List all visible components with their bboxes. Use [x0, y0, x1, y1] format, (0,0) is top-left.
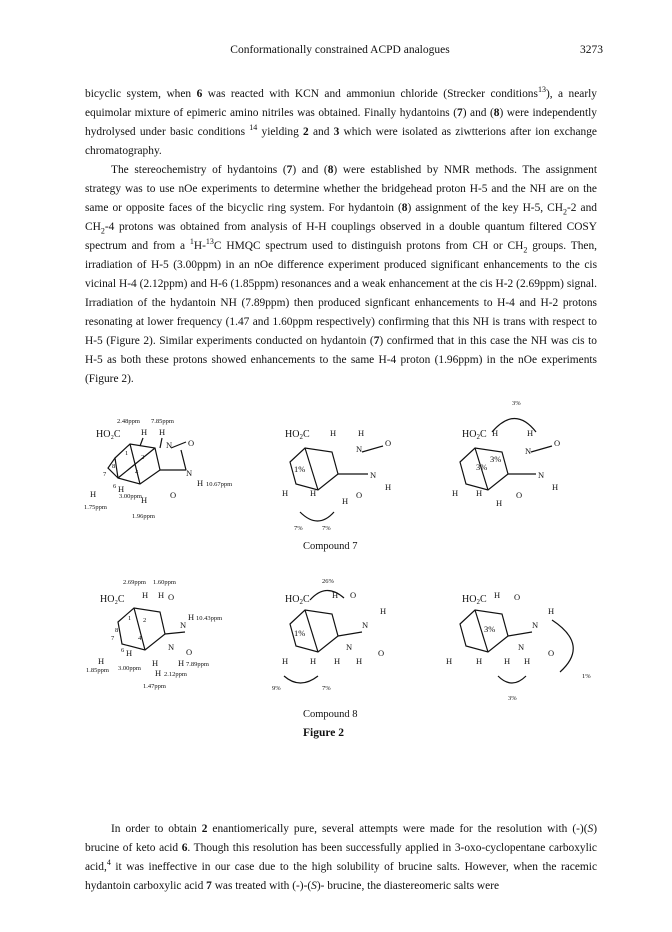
noe-pct: 3%: [484, 624, 496, 634]
svg-text:8: 8: [112, 463, 116, 470]
figure-label: Figure 2: [303, 727, 344, 739]
noe-pct: 1%: [294, 464, 306, 474]
shift-label: 1.60ppm: [153, 579, 176, 586]
shift-label: 3.00ppm: [118, 665, 141, 672]
svg-text:H: H: [476, 488, 483, 498]
noe-pct: 26%: [322, 578, 334, 585]
svg-text:N: N: [532, 620, 539, 630]
svg-text:H: H: [552, 482, 559, 492]
body-text-top: [85, 85, 597, 389]
svg-text:H: H: [178, 658, 185, 668]
svg-text:O: O: [385, 438, 392, 448]
svg-text:O: O: [514, 592, 521, 602]
svg-text:HO2C: $HO_2C$: [285, 429, 310, 441]
noe-pct: 3%: [508, 695, 517, 702]
shift-label: 1.75ppm: [84, 504, 107, 511]
paragraph-strecker: bicyclic system, when 6 was reacted with KCN and ammoniun chloride (Strecker conditions$^{13}$), a nearly equimolar mixture of epimeric amino nitriles was obtained. Finally hydantoins (7) and (8) were independently hydrolysed under basic conditions $^{14}$ yielding 2 and 3 which were isolated as ziwtterions after ion exchange chromatography.: [85, 85, 597, 157]
shift-label: 2.69ppm: [123, 579, 146, 586]
compound-7-structure-assigned: [84, 418, 232, 520]
svg-text:HO2C: $HO_2C$: [462, 429, 487, 441]
svg-text:H: H: [524, 656, 531, 666]
svg-text:N: N: [346, 642, 353, 652]
svg-text:N: N: [518, 642, 525, 652]
svg-text:H: H: [494, 590, 501, 600]
svg-text:O: O: [548, 648, 555, 658]
figure-2: [0, 380, 672, 810]
svg-text:H: H: [492, 428, 499, 438]
svg-text:H: H: [385, 482, 392, 492]
compound-8-noe-structure-b: [446, 590, 591, 702]
compound-8-noe-structure-a: [272, 578, 386, 692]
svg-text:H: H: [282, 656, 289, 666]
noe-pct: 7%: [294, 525, 303, 532]
shift-label: 10.67ppm: [206, 481, 233, 488]
body-text-bottom: [85, 820, 597, 896]
shift-label: 10.43ppm: [196, 615, 223, 622]
svg-text:N: N: [370, 470, 377, 480]
svg-text:H: H: [310, 488, 317, 498]
svg-text:O: O: [378, 648, 385, 658]
svg-text:H: H: [118, 484, 125, 494]
running-title: Conformationally constrained ACPD analogues: [230, 44, 450, 56]
svg-text:2: 2: [143, 617, 147, 624]
svg-text:N: N: [362, 620, 369, 630]
svg-text:2: 2: [141, 454, 145, 461]
svg-text:O: O: [554, 438, 561, 448]
svg-text:H: H: [282, 488, 289, 498]
svg-text:H: H: [496, 498, 503, 508]
svg-text:H: H: [141, 427, 148, 437]
compound-7-noe-structure-b: [452, 400, 560, 508]
svg-text:N: N: [186, 468, 193, 478]
svg-text:HO2C: $HO_2C$: [462, 594, 487, 606]
ho2c-label: HO₂C: [100, 594, 125, 605]
svg-text:O: O: [516, 490, 523, 500]
svg-text:H: H: [452, 488, 459, 498]
noe-pct: 7%: [322, 525, 331, 532]
svg-text:O: O: [356, 490, 363, 500]
shift-label: 3.00ppm: [119, 493, 142, 500]
compound-8-structure-assigned: [86, 579, 222, 690]
svg-text:H: H: [380, 606, 387, 616]
shift-label: 1.96ppm: [132, 513, 155, 520]
svg-text:7: 7: [103, 471, 107, 478]
noe-pct: 3%: [476, 462, 488, 472]
svg-text:H: H: [504, 656, 511, 666]
svg-text:H: H: [141, 495, 148, 505]
svg-text:H: H: [356, 656, 363, 666]
svg-text:H: H: [98, 656, 105, 666]
svg-text:H: H: [158, 590, 165, 600]
svg-text:H: H: [142, 590, 149, 600]
noe-pct: 3%: [490, 454, 502, 464]
svg-text:8: 8: [115, 627, 119, 634]
svg-text:O: O: [186, 647, 193, 657]
paragraph-stereochemistry: The stereochemistry of hydantoins (7) and (8) were established by NMR methods. The assignment strategy was to use nOe experiments to determine whether the bridgehead proton H-5 and the NH are on the same or opposite faces of the bicyclic ring system. For hydantoin (8) assignment of the key H-5, $CH_2-2$ and $CH_2-4$ protons was obtained from analysis of H-H couplings observed in a double quantum filtered COSY spectrum and from a $^1$H-$^{13}$C HMQC spectrum used to distinguish protons from CH or $CH_2$ groups. Then, irradiation of H-5 (3.00ppm) in an nOe difference experiment produced significant enhancements to the cis vicinal H-4 (2.12ppm) and H-6 (1.85ppm) resonances and a weak enhancement at the cis H-2 (2.69ppm) signal. Irradiation of the hydantoin NH (7.89ppm) then produced signficant enhancements to H-4 and H-2 protons resonating at lower frequency (1.47 and 1.60ppm respectively) confirming that this NH is trans with respect to H-5 (Figure 2). Similar experiments conducted on hydantoin (7) confirmed that in this case the NH was cis to H-5 as both these protons showed enhancements to the same H-4 proton (1.96ppm) in the nOe experiments (Figure 2).: [85, 164, 598, 385]
svg-text:H: H: [188, 612, 195, 622]
svg-text:6: 6: [121, 647, 125, 654]
svg-text:O: O: [168, 592, 175, 602]
svg-text:6: 6: [113, 483, 117, 490]
noe-pct: 9%: [272, 685, 281, 692]
svg-text:HO2C: $HO_2C$: [285, 594, 310, 606]
noe-pct: 3%: [512, 400, 521, 407]
caption-compound-7: Compound 7: [303, 541, 358, 552]
svg-text:4: 4: [138, 635, 142, 642]
svg-text:O: O: [170, 490, 177, 500]
svg-text:H: H: [159, 427, 166, 437]
shift-label: 7.89ppm: [186, 661, 209, 668]
svg-text:H: H: [90, 489, 97, 499]
svg-text:4: 4: [135, 469, 139, 476]
svg-text:H: H: [310, 656, 317, 666]
svg-text:N: N: [180, 620, 187, 630]
svg-text:H: H: [334, 656, 341, 666]
noe-pct: 1%: [582, 673, 591, 680]
page-number: 3273: [580, 44, 603, 56]
svg-text:H: H: [332, 590, 339, 600]
caption-compound-8: Compound 8: [303, 709, 358, 720]
svg-text:N: N: [538, 470, 545, 480]
svg-text:H: H: [126, 648, 133, 658]
compound-7-noe-structure-a: [282, 428, 391, 532]
svg-text:H: H: [446, 656, 453, 666]
svg-text:H: H: [330, 428, 337, 438]
svg-text:1: 1: [125, 450, 129, 457]
shift-label: 1.85ppm: [86, 667, 109, 674]
svg-text:N: N: [166, 440, 173, 450]
shift-label: 7.85ppm: [151, 418, 174, 425]
shift-label: 2.48ppm: [117, 418, 140, 425]
svg-text:H: H: [527, 428, 534, 438]
svg-text:7: 7: [111, 635, 115, 642]
svg-text:O: O: [350, 590, 357, 600]
paragraph-resolution: In order to obtain 2 enantiomerically pure, several attempts were made for the resolution with (-)(S) brucine of keto acid 6. Though this resolution has been successfully applied in 3-oxo-cyclopentane carboxylic acid,$^4$ it was ineffective in our case due to the high solubility of brucine salts. However, when the racemic hydantoin carboxylic acid 7 was treated with (-)-(S)- brucine, the diastereomeric salts were: [85, 823, 597, 892]
svg-text:H: H: [155, 668, 162, 678]
svg-text:H: H: [548, 606, 555, 616]
svg-text:O: O: [188, 438, 195, 448]
svg-text:H: H: [197, 478, 204, 488]
svg-text:H: H: [342, 496, 349, 506]
shift-label: 1.47ppm: [143, 683, 166, 690]
noe-pct: 7%: [322, 685, 331, 692]
svg-text:1: 1: [128, 615, 132, 622]
svg-text:N: N: [525, 446, 532, 456]
noe-pct: 1%: [294, 628, 306, 638]
svg-text:N: N: [356, 444, 363, 454]
svg-text:H: H: [476, 656, 483, 666]
svg-text:N: N: [168, 642, 175, 652]
page-header: [85, 44, 603, 60]
shift-label: 2.12ppm: [164, 671, 187, 678]
svg-text:H: H: [152, 658, 159, 668]
ho2c-label: HO₂C: [96, 429, 121, 440]
svg-text:H: H: [358, 428, 365, 438]
